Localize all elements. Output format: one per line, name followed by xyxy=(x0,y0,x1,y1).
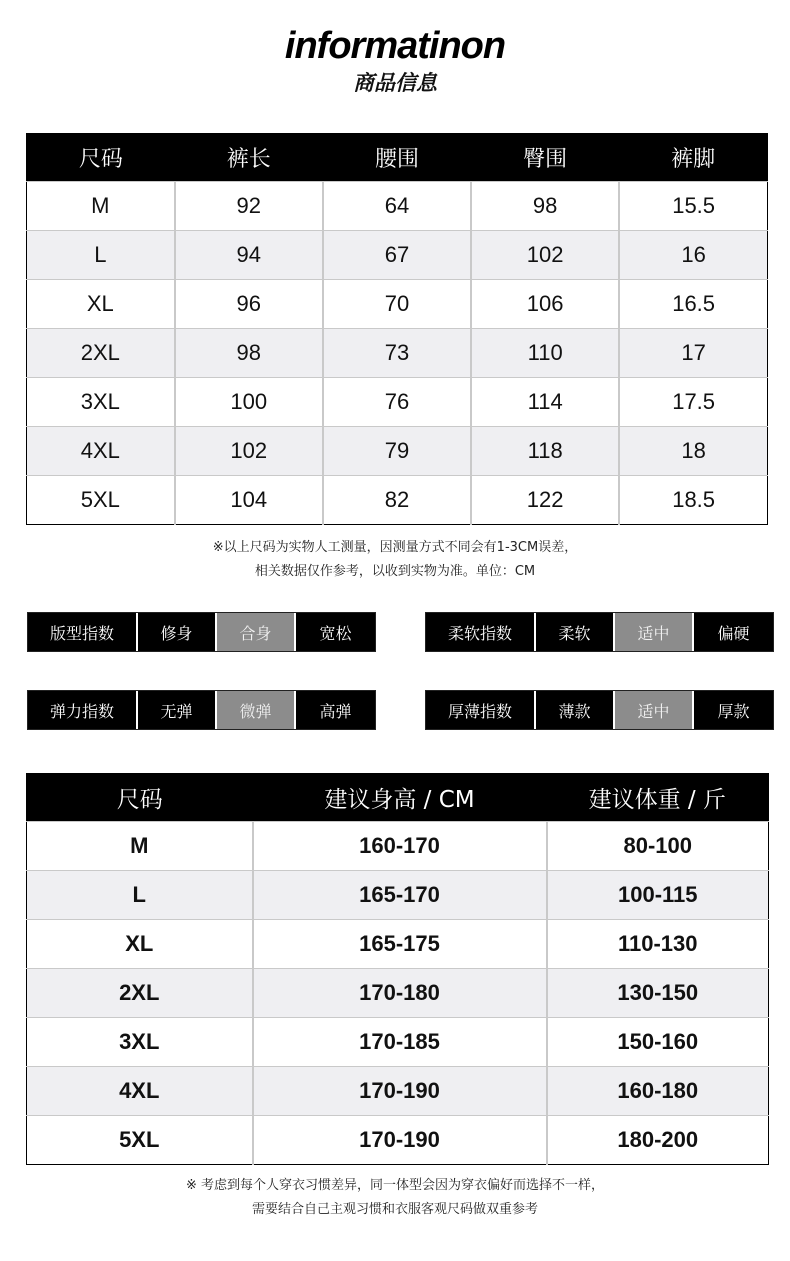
table-row xyxy=(27,182,768,231)
softness-index xyxy=(425,612,774,652)
size-table xyxy=(26,133,768,525)
thickness-option-selected: 适中 xyxy=(615,691,694,729)
table-cell: 5XL xyxy=(27,476,175,525)
table-cell: 118 xyxy=(471,427,619,476)
table-cell: L xyxy=(27,231,175,280)
fit-index xyxy=(27,612,376,652)
table-cell: 122 xyxy=(471,476,619,525)
table-cell: 3XL xyxy=(27,1018,253,1067)
table-cell: 3XL xyxy=(27,378,175,427)
table-row xyxy=(27,920,769,969)
softness-option-selected: 适中 xyxy=(615,613,694,651)
table-cell: 15.5 xyxy=(619,182,767,231)
note-line: ※ 考虑到每个人穿衣习惯差异，同一体型会因为穿衣偏好而选择不一样， xyxy=(185,1178,605,1193)
table-cell: 170-190 xyxy=(253,1116,547,1165)
table-cell: 70 xyxy=(323,280,471,329)
thickness-option: 薄款 xyxy=(536,691,615,729)
elasticity-option: 无弹 xyxy=(138,691,217,729)
softness-option: 柔软 xyxy=(536,613,615,651)
elasticity-option-selected: 微弹 xyxy=(217,691,296,729)
table-cell: 180-200 xyxy=(547,1116,769,1165)
table-cell: 73 xyxy=(323,329,471,378)
table-cell: 2XL xyxy=(27,969,253,1018)
size-table-header xyxy=(27,134,768,182)
table-cell: 98 xyxy=(175,329,323,378)
header-cell: 建议身高 / CM xyxy=(253,774,547,822)
table-row xyxy=(27,1018,769,1067)
fit-option-selected: 合身 xyxy=(217,613,296,651)
header-cell: 裤长 xyxy=(175,134,323,182)
header-cell: 尺码 xyxy=(27,774,253,822)
table-cell: 4XL xyxy=(27,1067,253,1116)
table-row xyxy=(27,1067,769,1116)
recommend-table xyxy=(26,773,769,1165)
table-cell: 102 xyxy=(471,231,619,280)
table-cell: 16 xyxy=(619,231,767,280)
table-cell: 100-115 xyxy=(547,871,769,920)
table-row xyxy=(27,476,768,525)
table-cell: 18.5 xyxy=(619,476,767,525)
table-cell: 17 xyxy=(619,329,767,378)
table-row xyxy=(27,1116,769,1165)
table-row xyxy=(27,969,769,1018)
table-cell: 165-175 xyxy=(253,920,547,969)
table-cell: 80-100 xyxy=(547,822,769,871)
recommend-table-header xyxy=(27,774,769,822)
note-line: 相关数据仅作参考，以收到实物为准。单位：CM xyxy=(254,564,536,579)
table-row xyxy=(27,231,768,280)
table-cell: XL xyxy=(27,920,253,969)
table-cell: 150-160 xyxy=(547,1018,769,1067)
table-row xyxy=(27,822,769,871)
elasticity-index xyxy=(27,690,376,730)
header-cell: 腰围 xyxy=(323,134,471,182)
table-cell: 102 xyxy=(175,427,323,476)
thickness-index xyxy=(425,690,774,730)
page-title: informatinon xyxy=(284,25,506,67)
table-cell: 114 xyxy=(471,378,619,427)
table-cell: 170-185 xyxy=(253,1018,547,1067)
table-cell: 96 xyxy=(175,280,323,329)
table-cell: 94 xyxy=(175,231,323,280)
table-cell: 4XL xyxy=(27,427,175,476)
table-cell: L xyxy=(27,871,253,920)
table-cell: 170-180 xyxy=(253,969,547,1018)
fit-option: 宽松 xyxy=(296,613,375,651)
header-cell: 臀围 xyxy=(471,134,619,182)
thickness-index-label: 厚薄指数 xyxy=(426,691,536,729)
table-cell: 82 xyxy=(323,476,471,525)
table-cell: 79 xyxy=(323,427,471,476)
table-cell: M xyxy=(27,182,175,231)
table-row xyxy=(27,378,768,427)
header-cell: 裤脚 xyxy=(619,134,767,182)
table-cell: 160-180 xyxy=(547,1067,769,1116)
fit-index-label: 版型指数 xyxy=(28,613,138,651)
table-cell: 17.5 xyxy=(619,378,767,427)
table-cell: 5XL xyxy=(27,1116,253,1165)
table-cell: M xyxy=(27,822,253,871)
table-row xyxy=(27,280,768,329)
header-cell: 尺码 xyxy=(27,134,175,182)
table-cell: 100 xyxy=(175,378,323,427)
header-cell: 建议体重 / 斤 xyxy=(547,774,769,822)
table-row xyxy=(27,871,769,920)
table-cell: 67 xyxy=(323,231,471,280)
note-line: 需要结合自己主观习惯和衣服客观尺码做双重参考 xyxy=(251,1202,538,1217)
table-cell: 92 xyxy=(175,182,323,231)
thickness-option: 厚款 xyxy=(694,691,773,729)
table-cell: 170-190 xyxy=(253,1067,547,1116)
softness-option: 偏硬 xyxy=(694,613,773,651)
table-cell: 110-130 xyxy=(547,920,769,969)
table-cell: 165-170 xyxy=(253,871,547,920)
page-subtitle: 商品信息 xyxy=(353,71,437,95)
table-cell: 110 xyxy=(471,329,619,378)
table-cell: 18 xyxy=(619,427,767,476)
table-cell: 98 xyxy=(471,182,619,231)
table-cell: 16.5 xyxy=(619,280,767,329)
softness-index-label: 柔软指数 xyxy=(426,613,536,651)
table-cell: 106 xyxy=(471,280,619,329)
measurement-note xyxy=(0,536,790,584)
note-line: ※以上尺码为实物人工测量，因测量方式不同会有1-3CM误差， xyxy=(212,540,578,555)
elasticity-option: 高弹 xyxy=(296,691,375,729)
table-cell: 64 xyxy=(323,182,471,231)
table-cell: 76 xyxy=(323,378,471,427)
table-cell: 104 xyxy=(175,476,323,525)
fit-advice-note xyxy=(0,1174,790,1222)
table-cell: 2XL xyxy=(27,329,175,378)
table-row xyxy=(27,427,768,476)
table-cell: XL xyxy=(27,280,175,329)
elasticity-index-label: 弹力指数 xyxy=(28,691,138,729)
table-cell: 160-170 xyxy=(253,822,547,871)
table-cell: 130-150 xyxy=(547,969,769,1018)
table-row xyxy=(27,329,768,378)
fit-option: 修身 xyxy=(138,613,217,651)
